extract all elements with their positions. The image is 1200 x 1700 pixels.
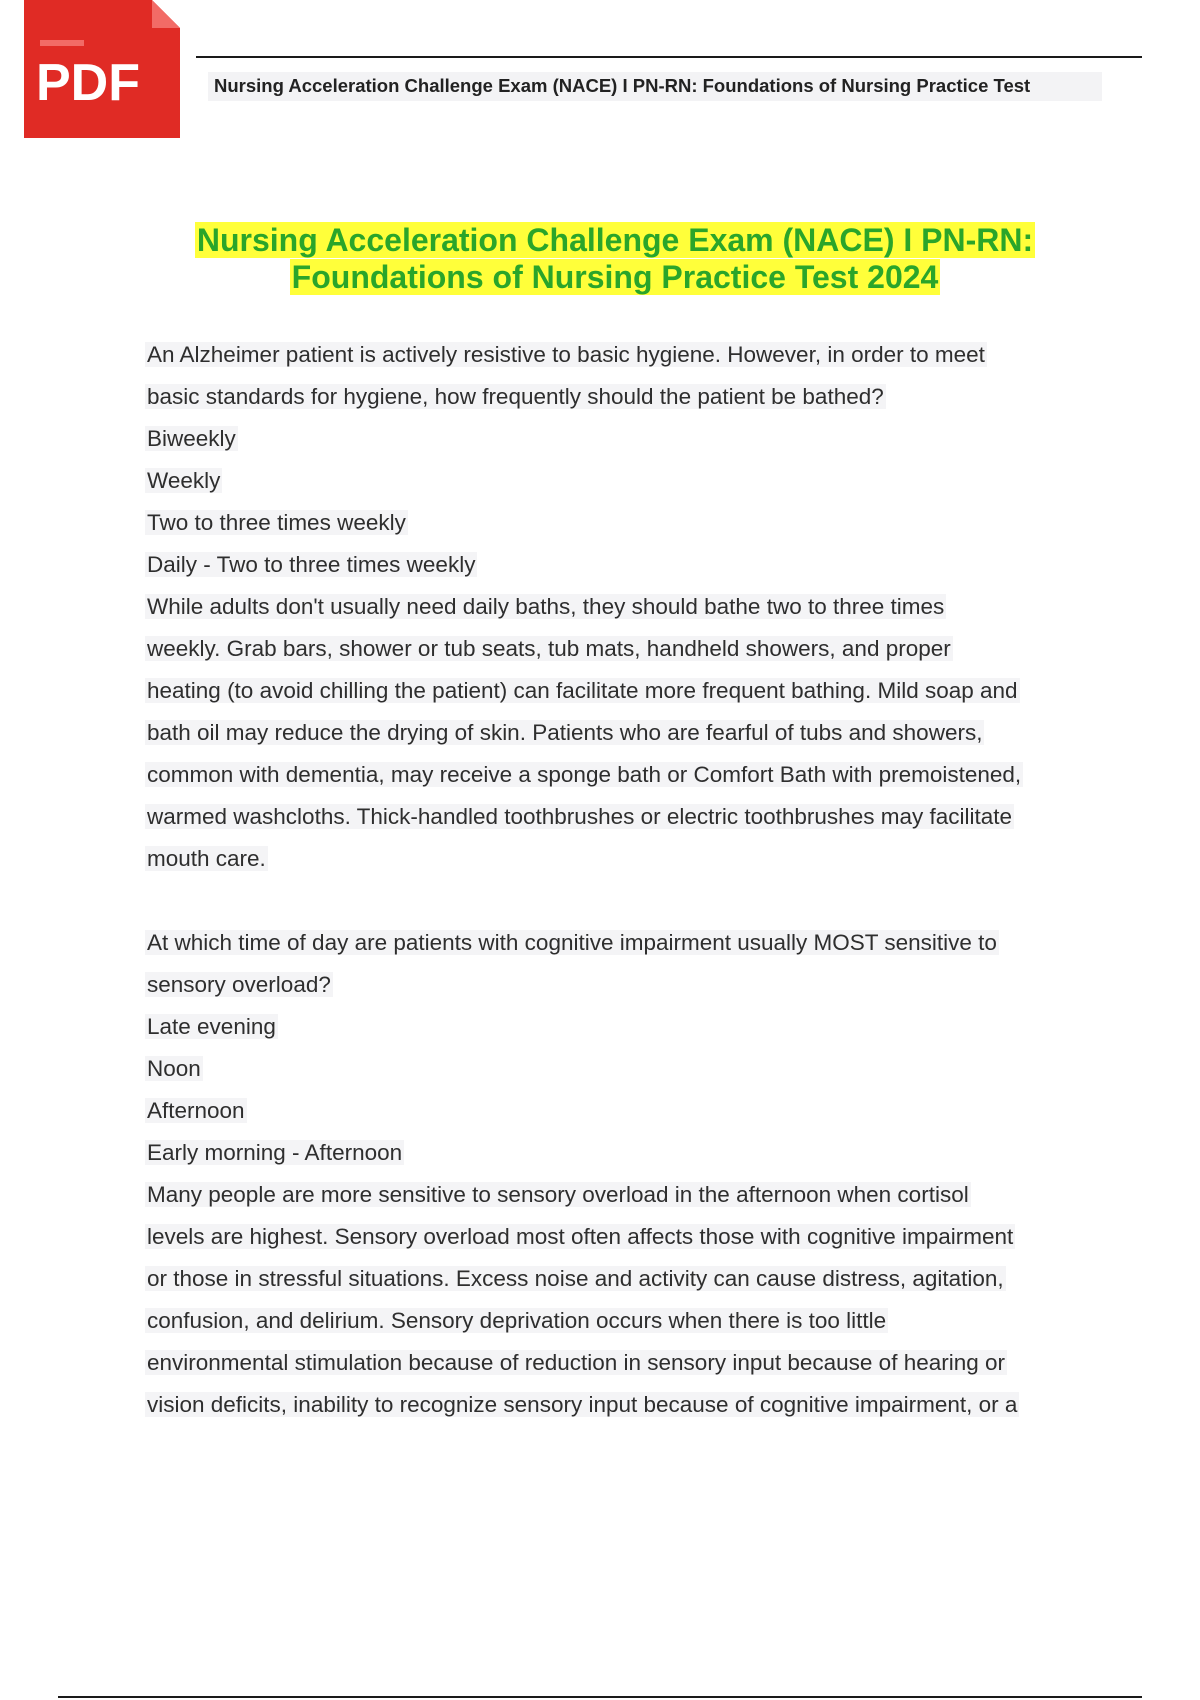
explanation-text: warmed washcloths. Thick-handled toothbrushes or electric toothbrushes may facilitate [147,804,1013,829]
answer-option: Afternoon [147,1098,245,1123]
explanation-text: mouth care. [147,846,266,871]
question-block [145,922,1095,1426]
answer-option: Biweekly [147,426,236,451]
question-text: An Alzheimer patient is actively resistive to basic hygiene. However, in order to meet [147,342,985,367]
document-title-line-1: Nursing Acceleration Challenge Exam (NACE) I PN-RN: [196,222,1034,258]
explanation-text: Many people are more sensitive to sensory overload in the afternoon when cortisol [147,1182,969,1207]
footer-rule [58,1696,1142,1698]
pdf-logo-text: PDF [36,54,140,112]
section-spacer [145,880,1095,922]
header-title: Nursing Acceleration Challenge Exam (NACE) I PN-RN: Foundations of Nursing Practice Test [208,72,1102,101]
answer-key: Early morning - Afternoon [147,1140,403,1165]
question-text: At which time of day are patients with cognitive impairment usually MOST sensitive to [147,930,997,955]
answer-option: Two to three times weekly [147,510,406,535]
document-title [150,222,1080,296]
question-block [145,334,1095,880]
pdf-logo-fold [152,0,180,28]
explanation-text: levels are highest. Sensory overload most often affects those with cognitive impairment [147,1224,1014,1249]
explanation-text: confusion, and delirium. Sensory deprivation occurs when there is too little [147,1308,887,1333]
header-rule [196,56,1142,58]
explanation-text: or those in stressful situations. Excess noise and activity can cause distress, agitation, [147,1266,1004,1291]
question-text: basic standards for hygiene, how frequently should the patient be bathed? [147,384,884,409]
document-title-line-2: Foundations of Nursing Practice Test 2024 [291,259,939,295]
answer-option: Weekly [147,468,221,493]
question-text: sensory overload? [147,972,331,997]
pdf-logo-icon [24,0,180,138]
explanation-text: vision deficits, inability to recognize sensory input because of cognitive impairment, or a [147,1392,1018,1417]
answer-option: Noon [147,1056,201,1081]
answer-option: Late evening [147,1014,276,1039]
explanation-text: environmental stimulation because of reduction in sensory input because of hearing or [147,1350,1006,1375]
explanation-text: heating (to avoid chilling the patient) can facilitate more frequent bathing. Mild soap and [147,678,1018,703]
explanation-text: While adults don't usually need daily baths, they should bathe two to three times [147,594,945,619]
explanation-text: common with dementia, may receive a sponge bath or Comfort Bath with premoistened, [147,762,1022,787]
answer-key: Daily - Two to three times weekly [147,552,476,577]
explanation-text: bath oil may reduce the drying of skin. Patients who are fearful of tubs and showers, [147,720,983,745]
explanation-text: weekly. Grab bars, shower or tub seats, tub mats, handheld showers, and proper [147,636,951,661]
document-body [145,334,1095,1426]
